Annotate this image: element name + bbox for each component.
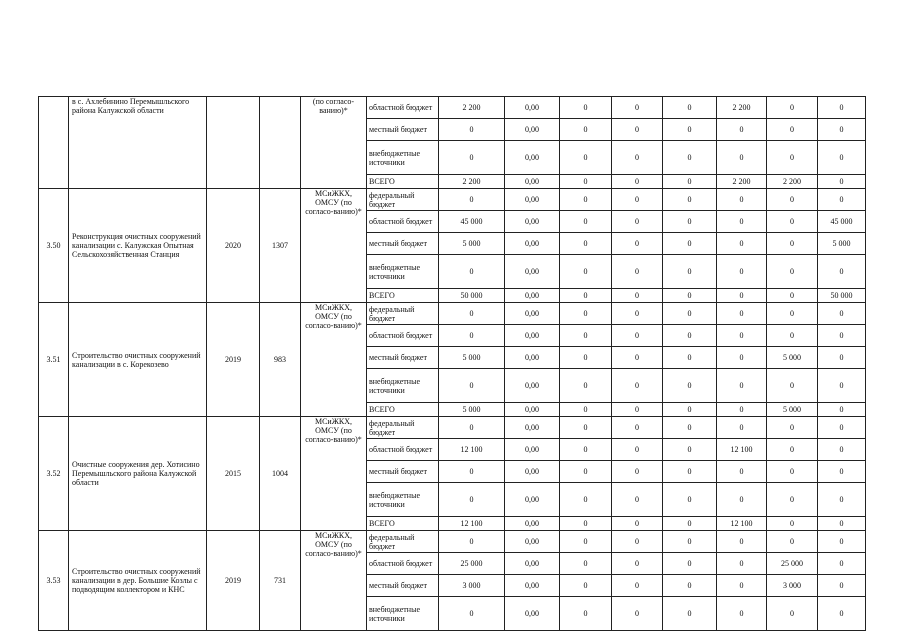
item-year: 2019	[207, 531, 260, 631]
funding-source: местный бюджет	[367, 461, 439, 483]
amount-cell: 0	[663, 189, 717, 211]
amount-cell: 0	[767, 233, 818, 255]
amount-cell: 0	[818, 575, 866, 597]
amount-cell: 3 000	[439, 575, 505, 597]
amount-cell: 0	[612, 347, 663, 369]
amount-cell: 0	[767, 119, 818, 141]
funding-source: местный бюджет	[367, 119, 439, 141]
amount-cell: 0,00	[505, 517, 560, 531]
amount-cell: 0,00	[505, 189, 560, 211]
table-row	[39, 303, 866, 325]
amount-cell: 0	[717, 347, 767, 369]
amount-cell: 0	[717, 141, 767, 175]
amount-cell: 0	[560, 417, 612, 439]
amount-cell: 0	[612, 483, 663, 517]
amount-cell: 0	[818, 553, 866, 575]
amount-cell: 0	[767, 483, 818, 517]
amount-cell: 5 000	[439, 403, 505, 417]
funding-source: ВСЕГО	[367, 175, 439, 189]
amount-cell: 0	[612, 289, 663, 303]
amount-cell: 0	[717, 233, 767, 255]
amount-cell: 0	[560, 347, 612, 369]
amount-cell: 0	[439, 303, 505, 325]
table-row	[39, 531, 866, 553]
amount-cell: 0	[818, 325, 866, 347]
amount-cell: 0	[818, 97, 866, 119]
amount-cell: 0,00	[505, 347, 560, 369]
amount-cell: 0	[663, 403, 717, 417]
item-cost: 731	[260, 531, 301, 631]
amount-cell: 0	[767, 517, 818, 531]
amount-cell: 0	[560, 531, 612, 553]
amount-cell: 50 000	[818, 289, 866, 303]
amount-cell: 0	[717, 417, 767, 439]
amount-cell: 0	[560, 289, 612, 303]
amount-cell: 0	[439, 369, 505, 403]
amount-cell: 0	[767, 325, 818, 347]
amount-cell: 0	[612, 369, 663, 403]
amount-cell: 0	[717, 553, 767, 575]
amount-cell: 0	[717, 289, 767, 303]
amount-cell: 0	[767, 141, 818, 175]
amount-cell: 0,00	[505, 255, 560, 289]
funding-source: федеральный бюджет	[367, 531, 439, 553]
item-name: Строительство очистных сооружений канализации в дер. Большие Козлы с подводящим коллектором и КНС	[69, 531, 207, 631]
amount-cell: 0	[767, 211, 818, 233]
amount-cell: 0	[663, 575, 717, 597]
amount-cell: 0	[717, 255, 767, 289]
amount-cell: 0	[818, 439, 866, 461]
amount-cell: 3 000	[767, 575, 818, 597]
funding-source: областной бюджет	[367, 211, 439, 233]
item-cost: 1307	[260, 189, 301, 303]
amount-cell: 0	[818, 403, 866, 417]
amount-cell: 0	[663, 325, 717, 347]
amount-cell: 0	[818, 461, 866, 483]
amount-cell: 25 000	[439, 553, 505, 575]
amount-cell: 0	[663, 97, 717, 119]
item-executor: МСиЖКХ, ОМСУ (по согласо-ванию)*	[301, 189, 367, 303]
amount-cell: 0	[663, 141, 717, 175]
amount-cell: 0,00	[505, 289, 560, 303]
amount-cell: 0	[767, 189, 818, 211]
amount-cell: 5 000	[767, 347, 818, 369]
amount-cell: 0	[560, 483, 612, 517]
funding-source: областной бюджет	[367, 325, 439, 347]
amount-cell: 0,00	[505, 211, 560, 233]
amount-cell: 0	[717, 575, 767, 597]
item-name: Реконструкция очистных сооружений канализации с. Калужская Опытная Сельскохозяйственная Станция	[69, 189, 207, 303]
funding-source: внебюджетные источники	[367, 369, 439, 403]
amount-cell: 0,00	[505, 141, 560, 175]
amount-cell: 0	[717, 369, 767, 403]
amount-cell: 0	[560, 369, 612, 403]
amount-cell: 0	[663, 517, 717, 531]
amount-cell: 0	[560, 553, 612, 575]
amount-cell: 0	[663, 303, 717, 325]
amount-cell: 0	[663, 417, 717, 439]
amount-cell: 0	[612, 417, 663, 439]
amount-cell: 0	[439, 141, 505, 175]
funding-source: внебюджетные источники	[367, 597, 439, 631]
amount-cell: 0	[560, 141, 612, 175]
amount-cell: 0	[439, 325, 505, 347]
amount-cell: 0	[767, 289, 818, 303]
funding-source: местный бюджет	[367, 575, 439, 597]
item-name: в с. Ахлебинино Перемышльского района Калужской области	[69, 97, 207, 189]
amount-cell: 0	[818, 597, 866, 631]
amount-cell: 0,00	[505, 233, 560, 255]
amount-cell: 45 000	[818, 211, 866, 233]
amount-cell: 0,00	[505, 119, 560, 141]
amount-cell: 0	[560, 189, 612, 211]
funding-source: федеральный бюджет	[367, 417, 439, 439]
item-executor: МСиЖКХ, ОМСУ (по согласо-ванию)*	[301, 417, 367, 531]
amount-cell: 0	[818, 303, 866, 325]
amount-cell: 0	[612, 141, 663, 175]
amount-cell: 0,00	[505, 439, 560, 461]
amount-cell: 0	[717, 119, 767, 141]
amount-cell: 0	[612, 403, 663, 417]
amount-cell: 0,00	[505, 553, 560, 575]
item-name: Строительство очистных сооружений канализации в с. Корекозево	[69, 303, 207, 417]
amount-cell: 0,00	[505, 175, 560, 189]
amount-cell: 12 100	[439, 439, 505, 461]
amount-cell: 0	[767, 461, 818, 483]
amount-cell: 5 000	[767, 403, 818, 417]
amount-cell: 5 000	[439, 347, 505, 369]
item-year: 2020	[207, 189, 260, 303]
amount-cell: 0	[612, 517, 663, 531]
funding-source: ВСЕГО	[367, 403, 439, 417]
funding-source: внебюджетные источники	[367, 141, 439, 175]
document-page	[38, 96, 866, 631]
amount-cell: 0	[560, 517, 612, 531]
amount-cell: 50 000	[439, 289, 505, 303]
item-executor: МСиЖКХ, ОМСУ (по согласо-ванию)*	[301, 303, 367, 417]
amount-cell: 0	[663, 233, 717, 255]
amount-cell: 0	[663, 369, 717, 403]
amount-cell: 0	[717, 461, 767, 483]
funding-source: федеральный бюджет	[367, 189, 439, 211]
amount-cell: 0	[767, 303, 818, 325]
amount-cell: 0	[439, 461, 505, 483]
amount-cell: 0	[439, 189, 505, 211]
funding-source: внебюджетные источники	[367, 483, 439, 517]
amount-cell: 0	[717, 189, 767, 211]
amount-cell: 5 000	[439, 233, 505, 255]
funding-source: областной бюджет	[367, 97, 439, 119]
amount-cell: 0	[818, 531, 866, 553]
item-number: 3.53	[39, 531, 69, 631]
amount-cell: 0	[560, 597, 612, 631]
amount-cell: 0	[818, 119, 866, 141]
funding-source: местный бюджет	[367, 347, 439, 369]
amount-cell: 0	[767, 97, 818, 119]
amount-cell: 0	[717, 531, 767, 553]
amount-cell: 0	[663, 347, 717, 369]
amount-cell: 0	[439, 597, 505, 631]
amount-cell: 0	[560, 211, 612, 233]
amount-cell: 0	[767, 369, 818, 403]
item-executor: (по согласо-ванию)*	[301, 97, 367, 189]
item-year	[207, 97, 260, 189]
amount-cell: 0	[663, 461, 717, 483]
amount-cell: 0	[560, 403, 612, 417]
amount-cell: 0	[818, 255, 866, 289]
amount-cell: 0	[612, 597, 663, 631]
amount-cell: 0	[818, 347, 866, 369]
amount-cell: 0	[560, 575, 612, 597]
amount-cell: 0	[663, 597, 717, 631]
funding-table	[38, 96, 866, 631]
amount-cell: 12 100	[439, 517, 505, 531]
amount-cell: 2 200	[439, 97, 505, 119]
amount-cell: 0	[560, 175, 612, 189]
amount-cell: 0	[663, 289, 717, 303]
item-number: 3.52	[39, 417, 69, 531]
amount-cell: 0	[663, 211, 717, 233]
amount-cell: 2 200	[717, 97, 767, 119]
funding-source: ВСЕГО	[367, 517, 439, 531]
amount-cell: 0	[767, 255, 818, 289]
amount-cell: 0	[612, 303, 663, 325]
amount-cell: 0	[439, 119, 505, 141]
amount-cell: 0	[767, 531, 818, 553]
amount-cell: 0	[560, 325, 612, 347]
amount-cell: 0	[717, 483, 767, 517]
amount-cell: 0	[560, 255, 612, 289]
amount-cell: 0	[717, 597, 767, 631]
amount-cell: 0	[663, 119, 717, 141]
amount-cell: 0	[717, 325, 767, 347]
amount-cell: 0	[560, 97, 612, 119]
amount-cell: 2 200	[717, 175, 767, 189]
amount-cell: 0	[560, 439, 612, 461]
amount-cell: 0	[767, 597, 818, 631]
amount-cell: 0	[612, 189, 663, 211]
amount-cell: 0	[439, 255, 505, 289]
amount-cell: 0,00	[505, 575, 560, 597]
item-cost	[260, 97, 301, 189]
amount-cell: 12 100	[717, 517, 767, 531]
amount-cell: 0	[663, 483, 717, 517]
amount-cell: 0	[818, 417, 866, 439]
amount-cell: 0	[612, 575, 663, 597]
funding-source: ВСЕГО	[367, 289, 439, 303]
amount-cell: 0	[439, 417, 505, 439]
amount-cell: 0	[767, 439, 818, 461]
amount-cell: 0	[663, 175, 717, 189]
funding-source: местный бюджет	[367, 233, 439, 255]
amount-cell: 0,00	[505, 325, 560, 347]
amount-cell: 0	[612, 97, 663, 119]
item-cost: 1004	[260, 417, 301, 531]
amount-cell: 0	[439, 483, 505, 517]
item-year: 2019	[207, 303, 260, 417]
funding-source: федеральный бюджет	[367, 303, 439, 325]
amount-cell: 0	[612, 439, 663, 461]
amount-cell: 0	[612, 325, 663, 347]
amount-cell: 0	[818, 189, 866, 211]
item-number: 3.50	[39, 189, 69, 303]
amount-cell: 0	[663, 255, 717, 289]
amount-cell: 0	[663, 439, 717, 461]
amount-cell: 0,00	[505, 417, 560, 439]
amount-cell: 0,00	[505, 461, 560, 483]
amount-cell: 0	[560, 119, 612, 141]
amount-cell: 0	[439, 531, 505, 553]
amount-cell: 0	[663, 553, 717, 575]
amount-cell: 0	[612, 553, 663, 575]
amount-cell: 0,00	[505, 97, 560, 119]
item-name: Очистные сооружения дер. Хотисино Перемышльского района Калужской области	[69, 417, 207, 531]
amount-cell: 12 100	[717, 439, 767, 461]
item-cost: 983	[260, 303, 301, 417]
funding-source: областной бюджет	[367, 553, 439, 575]
amount-cell: 0	[560, 461, 612, 483]
amount-cell: 0	[560, 303, 612, 325]
funding-source: внебюджетные источники	[367, 255, 439, 289]
amount-cell: 0	[612, 255, 663, 289]
amount-cell: 0	[612, 211, 663, 233]
amount-cell: 2 200	[439, 175, 505, 189]
table-row	[39, 417, 866, 439]
amount-cell: 0	[612, 531, 663, 553]
amount-cell: 0	[818, 369, 866, 403]
amount-cell: 5 000	[818, 233, 866, 255]
item-executor: МСиЖКХ, ОМСУ (по согласо-ванию)*	[301, 531, 367, 631]
amount-cell: 0	[612, 461, 663, 483]
amount-cell: 0	[612, 233, 663, 255]
amount-cell: 0,00	[505, 597, 560, 631]
amount-cell: 0	[560, 233, 612, 255]
table-row	[39, 97, 866, 119]
amount-cell: 0,00	[505, 369, 560, 403]
amount-cell: 25 000	[767, 553, 818, 575]
item-number: 3.51	[39, 303, 69, 417]
amount-cell: 0	[818, 175, 866, 189]
amount-cell: 0	[767, 417, 818, 439]
amount-cell: 0	[717, 403, 767, 417]
item-number	[39, 97, 69, 189]
amount-cell: 0,00	[505, 403, 560, 417]
amount-cell: 0,00	[505, 531, 560, 553]
amount-cell: 0	[717, 211, 767, 233]
amount-cell: 0,00	[505, 483, 560, 517]
amount-cell: 45 000	[439, 211, 505, 233]
amount-cell: 0	[663, 531, 717, 553]
amount-cell: 0,00	[505, 303, 560, 325]
amount-cell: 0	[612, 119, 663, 141]
amount-cell: 0	[612, 175, 663, 189]
amount-cell: 0	[818, 517, 866, 531]
amount-cell: 2 200	[767, 175, 818, 189]
table-row	[39, 189, 866, 211]
funding-source: областной бюджет	[367, 439, 439, 461]
item-year: 2015	[207, 417, 260, 531]
amount-cell: 0	[717, 303, 767, 325]
amount-cell: 0	[818, 483, 866, 517]
amount-cell: 0	[818, 141, 866, 175]
